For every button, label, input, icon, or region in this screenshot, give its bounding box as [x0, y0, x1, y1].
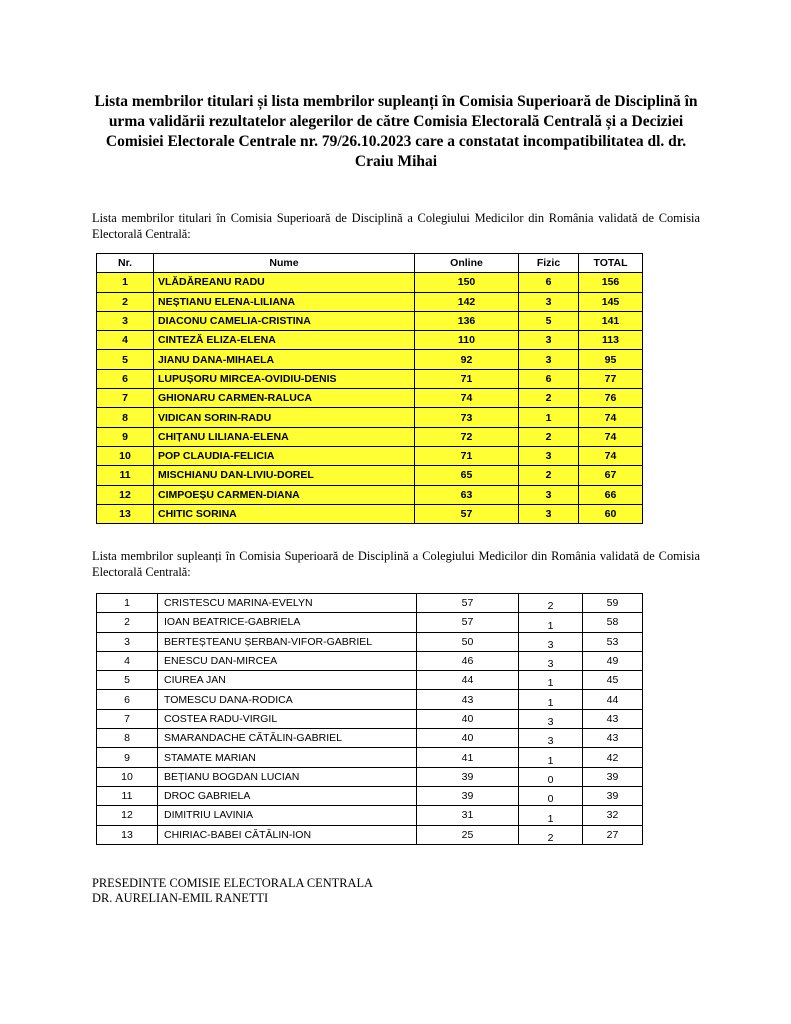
cell-fizic: 6 [519, 273, 579, 292]
intro-titulari: Lista membrilor titulari în Comisia Superioară de Disciplină a Colegiului Medicilor din România validată de Comisia Electorală Centrală: [92, 211, 700, 241]
cell-fizic: 3 [519, 350, 579, 369]
cell-fizic: 3 [519, 632, 583, 651]
cell-total: 39 [583, 767, 643, 786]
table-supleanti [96, 593, 643, 845]
table-row [97, 671, 643, 690]
cell-total: 66 [579, 485, 643, 504]
cell-online: 41 [417, 748, 519, 767]
cell-nume: POP CLAUDIA-FELICIA [154, 446, 415, 465]
cell-fizic: 3 [519, 331, 579, 350]
cell-online: 110 [415, 331, 519, 350]
cell-nume: TOMESCU DANA-RODICA [158, 690, 417, 709]
table-row [97, 466, 643, 485]
cell-fizic: 1 [519, 671, 583, 690]
cell-total: 113 [579, 331, 643, 350]
cell-fizic: 1 [519, 408, 579, 427]
cell-nume: SMARANDACHE CĂTĂLIN-GABRIEL [158, 729, 417, 748]
table-row [97, 767, 643, 786]
cell-total: 43 [583, 729, 643, 748]
table-row [97, 389, 643, 408]
cell-nume: CHIRIAC-BABEI CĂTĂLIN-ION [158, 825, 417, 844]
cell-total: 53 [583, 632, 643, 651]
cell-fizic: 3 [519, 292, 579, 311]
cell-fizic: 1 [519, 806, 583, 825]
cell-online: 72 [415, 427, 519, 446]
table-row [97, 350, 643, 369]
cell-nr: 13 [97, 504, 154, 523]
cell-nr: 12 [97, 485, 154, 504]
cell-total: 74 [579, 446, 643, 465]
document-title: Lista membrilor titulari și lista membrilor supleanți în Comisia Superioară de Disciplină în urma validării rezultatelor alegerilor de către Comisia Electorală Centrală și a Deciziei Comisiei Electorale Centrale nr. 79/26.10.2023 care a constatat incompatibilitatea dl. dr. Craiu Mihai [94, 93, 698, 170]
cell-fizic: 3 [519, 651, 583, 670]
cell-nume: DIACONU CAMELIA-CRISTINA [154, 311, 415, 330]
table-row [97, 709, 643, 728]
cell-online: 65 [415, 466, 519, 485]
table-row [97, 408, 643, 427]
cell-total: 74 [579, 408, 643, 427]
cell-fizic: 3 [519, 729, 583, 748]
table-row [97, 632, 643, 651]
cell-online: 39 [417, 767, 519, 786]
cell-online: 31 [417, 806, 519, 825]
cell-total: 59 [583, 594, 643, 613]
cell-total: 49 [583, 651, 643, 670]
cell-total: 145 [579, 292, 643, 311]
table-row [97, 446, 643, 465]
header-nr: Nr. [97, 254, 154, 273]
cell-fizic: 3 [519, 446, 579, 465]
cell-nume: CRISTESCU MARINA-EVELYN [158, 594, 417, 613]
cell-online: 150 [415, 273, 519, 292]
cell-nume: COSTEA RADU-VIRGIL [158, 709, 417, 728]
cell-nume: MISCHIANU DAN-LIVIU-DOREL [154, 466, 415, 485]
table-row [97, 331, 643, 350]
cell-online: 74 [415, 389, 519, 408]
cell-online: 63 [415, 485, 519, 504]
table-row [97, 427, 643, 446]
cell-nr: 7 [97, 709, 158, 728]
cell-nr: 3 [97, 311, 154, 330]
cell-nume: JIANU DANA-MIHAELA [154, 350, 415, 369]
table-row [97, 825, 643, 844]
cell-nume: VIDICAN SORIN-RADU [154, 408, 415, 427]
footer-name: DR. AURELIAN-EMIL RANETTI [92, 891, 269, 905]
cell-nr: 11 [97, 466, 154, 485]
cell-online: 25 [417, 825, 519, 844]
cell-nume: STAMATE MARIAN [158, 748, 417, 767]
cell-online: 44 [417, 671, 519, 690]
cell-fizic: 2 [519, 389, 579, 408]
cell-nr: 6 [97, 369, 154, 388]
cell-online: 73 [415, 408, 519, 427]
table-row [97, 594, 643, 613]
cell-total: 58 [583, 613, 643, 632]
cell-total: 32 [583, 806, 643, 825]
cell-nr: 2 [97, 613, 158, 632]
cell-fizic: 2 [519, 594, 583, 613]
table-row [97, 651, 643, 670]
cell-nume: CHITIC SORINA [154, 504, 415, 523]
cell-online: 57 [417, 594, 519, 613]
cell-nr: 7 [97, 389, 154, 408]
cell-nr: 5 [97, 671, 158, 690]
cell-fizic: 2 [519, 466, 579, 485]
cell-nr: 9 [97, 748, 158, 767]
cell-total: 156 [579, 273, 643, 292]
cell-nr: 1 [97, 594, 158, 613]
cell-nr: 12 [97, 806, 158, 825]
cell-nume: BEȚIANU BOGDAN LUCIAN [158, 767, 417, 786]
cell-fizic: 3 [519, 709, 583, 728]
table-row [97, 273, 643, 292]
cell-total: 95 [579, 350, 643, 369]
cell-fizic: 3 [519, 504, 579, 523]
cell-fizic: 5 [519, 311, 579, 330]
cell-online: 43 [417, 690, 519, 709]
cell-nume: IOAN BEATRICE-GABRIELA [158, 613, 417, 632]
table-row [97, 369, 643, 388]
cell-nume: LUPUȘORU MIRCEA-OVIDIU-DENIS [154, 369, 415, 388]
cell-online: 57 [415, 504, 519, 523]
table-header-row [97, 254, 643, 273]
cell-online: 92 [415, 350, 519, 369]
cell-nume: VLĂDĂREANU RADU [154, 273, 415, 292]
cell-nume: CINTEZĂ ELIZA-ELENA [154, 331, 415, 350]
cell-total: 67 [579, 466, 643, 485]
cell-nr: 11 [97, 786, 158, 805]
header-online: Online [415, 254, 519, 273]
cell-nume: CHIȚANU LILIANA-ELENA [154, 427, 415, 446]
cell-fizic: 1 [519, 690, 583, 709]
signature-block [92, 876, 373, 906]
cell-online: 57 [417, 613, 519, 632]
header-total: TOTAL [579, 254, 643, 273]
cell-total: 39 [583, 786, 643, 805]
cell-online: 46 [417, 651, 519, 670]
cell-online: 71 [415, 446, 519, 465]
cell-nr: 13 [97, 825, 158, 844]
cell-nume: CIMPOEȘU CARMEN-DIANA [154, 485, 415, 504]
cell-total: 60 [579, 504, 643, 523]
cell-nr: 4 [97, 651, 158, 670]
footer-role: PRESEDINTE COMISIE ELECTORALA CENTRALA [92, 876, 373, 890]
cell-nume: ENESCU DAN-MIRCEA [158, 651, 417, 670]
cell-online: 136 [415, 311, 519, 330]
table-row [97, 729, 643, 748]
cell-total: 42 [583, 748, 643, 767]
table-row [97, 786, 643, 805]
table-row [97, 485, 643, 504]
cell-nr: 6 [97, 690, 158, 709]
header-nume: Nume [154, 254, 415, 273]
cell-nume: GHIONARU CARMEN-RALUCA [154, 389, 415, 408]
cell-fizic: 0 [519, 786, 583, 805]
cell-nr: 4 [97, 331, 154, 350]
table-row [97, 690, 643, 709]
cell-fizic: 2 [519, 825, 583, 844]
cell-total: 141 [579, 311, 643, 330]
cell-total: 27 [583, 825, 643, 844]
cell-total: 74 [579, 427, 643, 446]
cell-online: 40 [417, 729, 519, 748]
cell-total: 77 [579, 369, 643, 388]
cell-total: 43 [583, 709, 643, 728]
cell-nr: 10 [97, 767, 158, 786]
cell-nr: 9 [97, 427, 154, 446]
cell-nume: BERTEȘTEANU ȘERBAN-VIFOR-GABRIEL [158, 632, 417, 651]
cell-online: 142 [415, 292, 519, 311]
cell-nume: CIUREA JAN [158, 671, 417, 690]
cell-total: 76 [579, 389, 643, 408]
cell-fizic: 6 [519, 369, 579, 388]
cell-nr: 1 [97, 273, 154, 292]
table-row [97, 613, 643, 632]
cell-fizic: 2 [519, 427, 579, 446]
cell-fizic: 1 [519, 613, 583, 632]
cell-online: 50 [417, 632, 519, 651]
cell-fizic: 3 [519, 485, 579, 504]
cell-total: 44 [583, 690, 643, 709]
cell-nr: 8 [97, 408, 154, 427]
table-row [97, 311, 643, 330]
cell-nr: 8 [97, 729, 158, 748]
cell-nume: DIMITRIU LAVINIA [158, 806, 417, 825]
cell-online: 39 [417, 786, 519, 805]
cell-nr: 3 [97, 632, 158, 651]
table-row [97, 292, 643, 311]
cell-nume: NEȘTIANU ELENA-LILIANA [154, 292, 415, 311]
cell-online: 71 [415, 369, 519, 388]
header-fizic: Fizic [519, 254, 579, 273]
table-titulari [96, 253, 643, 524]
cell-online: 40 [417, 709, 519, 728]
cell-fizic: 1 [519, 748, 583, 767]
cell-nume: DROC GABRIELA [158, 786, 417, 805]
cell-total: 45 [583, 671, 643, 690]
intro-supleanti: Lista membrilor supleanți în Comisia Superioară de Disciplină a Colegiului Medicilor din România validată de Comisia Electorală Centrală: [92, 549, 700, 579]
cell-nr: 10 [97, 446, 154, 465]
table-row [97, 806, 643, 825]
cell-nr: 5 [97, 350, 154, 369]
cell-fizic: 0 [519, 767, 583, 786]
table-row [97, 504, 643, 523]
cell-nr: 2 [97, 292, 154, 311]
table-row [97, 748, 643, 767]
